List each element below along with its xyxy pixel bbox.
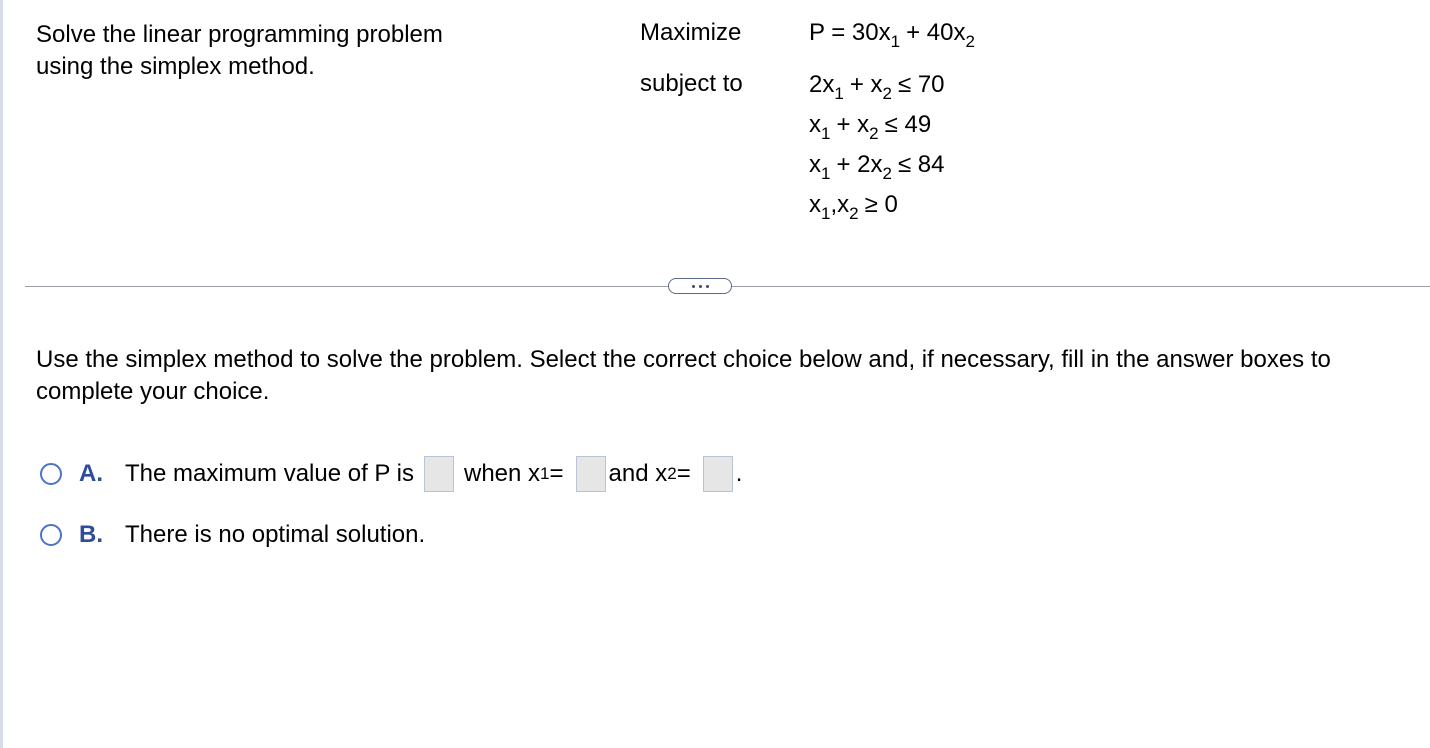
constraint-3 [809, 150, 945, 183]
constraint-sub: 1 [821, 204, 831, 223]
choice-a-letter: A. [79, 460, 103, 487]
constraint-rhs: ≤ 70 [897, 71, 945, 98]
maximize-label: Maximize [640, 19, 742, 46]
choice-b-radio[interactable] [40, 524, 62, 546]
max-value-answer-box[interactable] [424, 456, 454, 492]
constraint-term: x [809, 191, 821, 218]
constraint-sub: 1 [821, 164, 831, 183]
constraint-term: x [809, 111, 821, 138]
constraint-rhs: ≤ 84 [897, 151, 945, 178]
choice-a-text3: and x [608, 460, 668, 487]
choice-a[interactable]: A. The maximum value of P is when x 1 = and x 2 = . [40, 456, 742, 492]
constraint-rhs: ≥ 0 [864, 191, 898, 218]
instructions-text: Use the simplex method to solve the problem. Select the correct choice below and, if necessary, fill in the answer boxes to complete your choice. [36, 346, 1331, 405]
objective-function [809, 18, 975, 51]
constraint-term: x [809, 151, 821, 178]
constraint-sub: 2 [869, 124, 879, 143]
ellipsis-icon [699, 285, 702, 288]
constraint-2 [809, 110, 932, 143]
choice-a-eq2: = [549, 460, 564, 487]
constraint-rhs: ≤ 49 [884, 111, 932, 138]
subject-to-label: subject to [640, 70, 743, 97]
objective-sub2: 2 [965, 32, 975, 51]
choice-a-end: . [735, 460, 743, 487]
choice-b-text: There is no optimal solution. [125, 521, 426, 548]
choice-b-letter: B. [79, 521, 103, 548]
ellipsis-icon [706, 285, 709, 288]
constraint-sub: 2 [849, 204, 859, 223]
constraint-term: + 2x [836, 151, 883, 178]
constraint-1 [809, 70, 945, 103]
constraint-term: + x [836, 111, 870, 138]
problem-prompt: Solve the linear programming problem using the simplex method. [36, 21, 443, 80]
constraint-term: 2x [809, 71, 835, 98]
constraint-term: ,x [830, 191, 850, 218]
objective-mid: + 40x [906, 19, 966, 46]
choice-a-radio[interactable] [40, 463, 62, 485]
nonnegativity-constraint [809, 190, 898, 223]
expand-ellipsis-button[interactable] [668, 278, 732, 294]
constraint-sub: 2 [882, 164, 892, 183]
constraint-sub: 2 [882, 84, 892, 103]
choice-a-text1: The maximum value of P is [125, 460, 414, 487]
choice-a-eq3: = [676, 460, 691, 487]
constraint-sub: 1 [834, 84, 844, 103]
choice-a-text2: when x [464, 460, 541, 487]
ellipsis-icon [692, 285, 695, 288]
x2-answer-box[interactable] [703, 456, 733, 492]
objective-sub1: 1 [890, 32, 901, 51]
x1-answer-box[interactable] [576, 456, 606, 492]
objective-lhs: P = 30x [809, 19, 891, 46]
choice-b[interactable] [40, 521, 425, 549]
constraint-term: + x [849, 71, 883, 98]
constraint-sub: 1 [821, 124, 831, 143]
